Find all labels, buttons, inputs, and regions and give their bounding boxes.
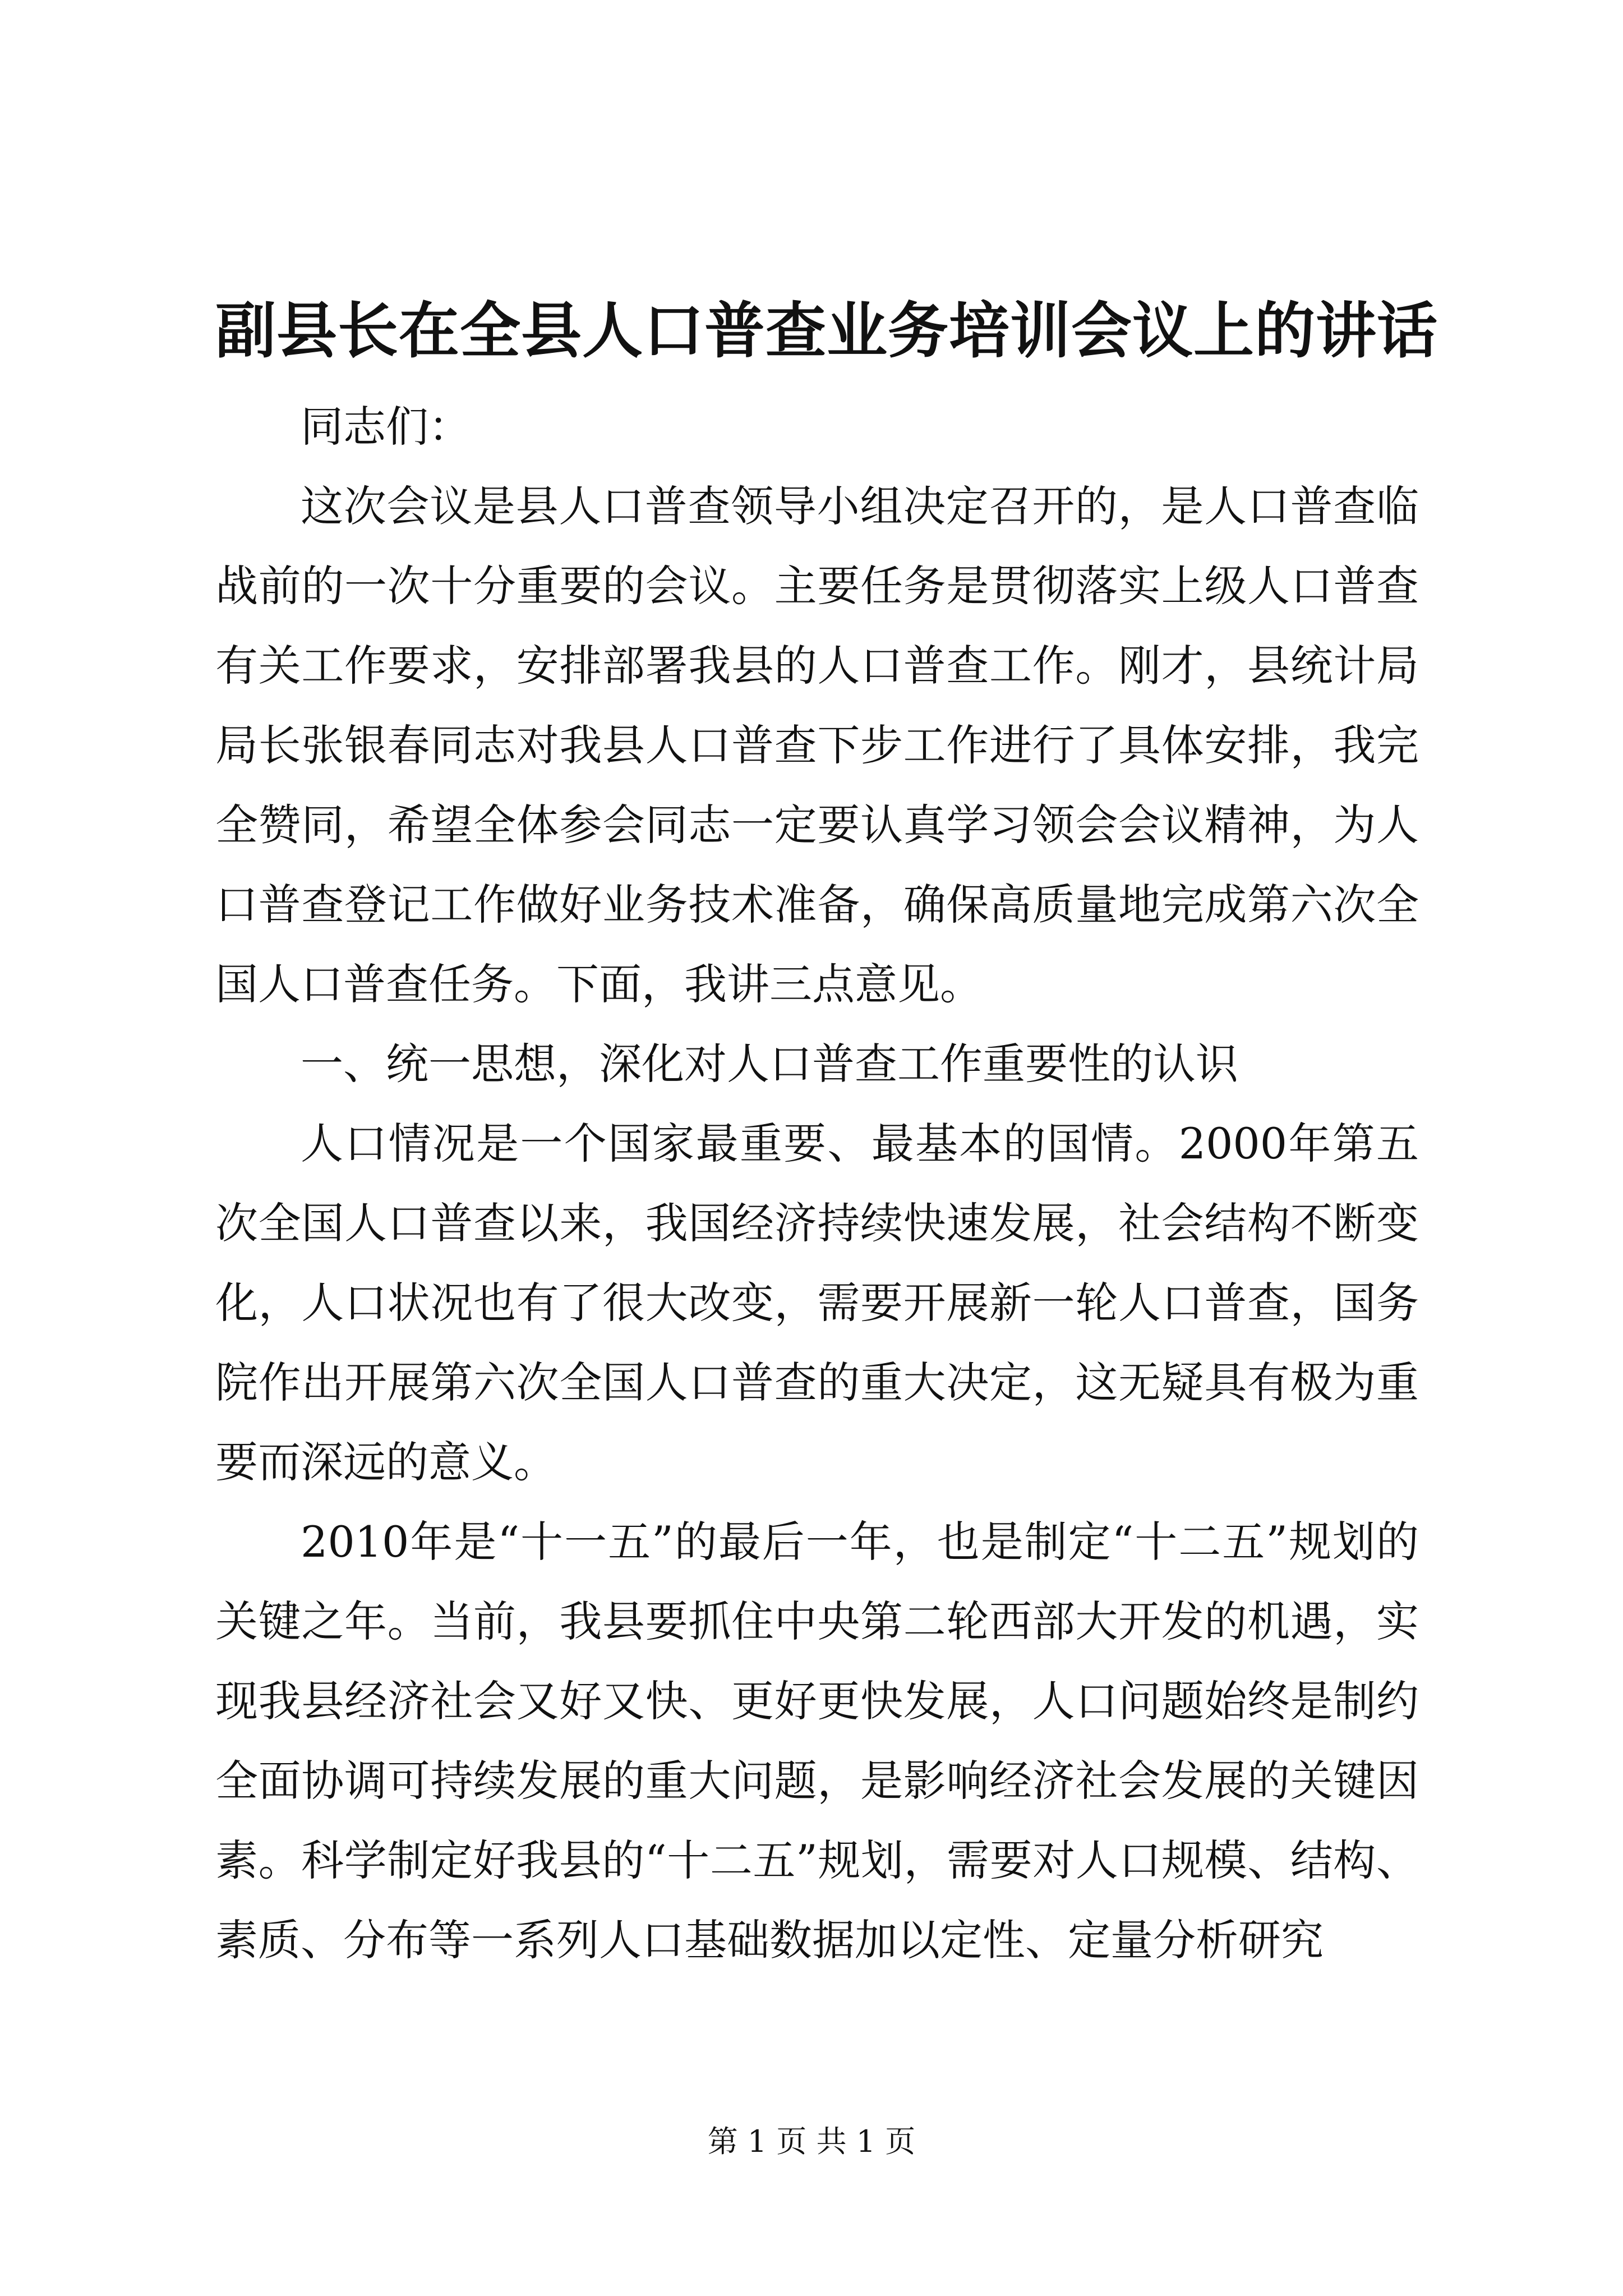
salutation: 同志们： xyxy=(301,402,471,452)
paragraph-intro: 这次会议是县人口普查领导小组决定召开的，是人口普查临战前的一次十分重要的会议。主要任务是贯彻落实上级人口普查有关工作要求，安排部署我县的人口普查工作。刚才，县统计局局长张银春同志对我县人口普查下步工作进行了具体安排，我完全赞同，希望全体参会同志一定要认真学习领会会议精神，为人口普查登记工作做好业务技术准备，确保高质量地完成第六次全国人口普查任务。下面，我讲三点意见。 xyxy=(215,481,1419,1009)
section-heading-1: 一、统一思想，深化对人口普查工作重要性的认识 xyxy=(301,1039,1238,1089)
page-footer: 第 1 页 共 1 页 xyxy=(707,2124,916,2159)
paragraph-planning: 2010年是“十一五”的最后一年，也是制定“十二五”规划的关键之年。当前，我县要抓住中央第二轮西部大开发的机遇，实现我县经济社会又好又快、更好更快发展，人口问题始终是制约全面协调可持续发展的重大问题，是影响经济社会发展的关键因素。科学制定好我县的“十二五”规划，需要对人口规模、结构、素质、分布等一系列人口基础数据加以定性、定量分析研究 xyxy=(215,1517,1419,1965)
document-body xyxy=(215,387,1419,1980)
paragraph-population-situation: 人口情况是一个国家最重要、最基本的国情。2000年第五次全国人口普查以来，我国经济持续快速发展，社会结构不断变化，人口状况也有了很大改变，需要开展新一轮人口普查，国务院作出开展第六次全国人口普查的重大决定，这无疑具有极为重要而深远的意义。 xyxy=(215,1119,1419,1487)
document-title: 副县长在全县人口普查业务培训会议上的讲话 xyxy=(215,296,1438,366)
